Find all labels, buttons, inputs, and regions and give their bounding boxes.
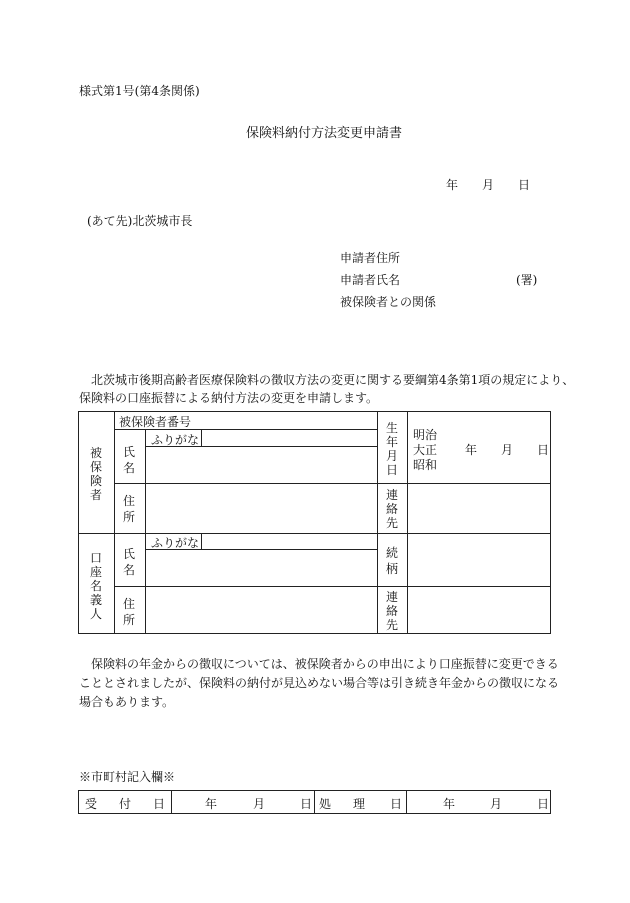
relationship-label: 続柄 <box>385 546 398 576</box>
notice-line-1: 保険料の年金からの徴収については、被保険者からの申出により口座振替に変更できる <box>91 657 559 671</box>
insured-address-label: 住所 <box>122 494 135 524</box>
account-header: 口座名義人 <box>89 551 102 621</box>
notice-line-3: 場合もあります。 <box>79 695 175 709</box>
processed-year: 年 <box>443 797 456 811</box>
insured-number-label: 被保険者番号 <box>119 415 192 429</box>
document-title: 保険料納付方法変更申請書 <box>246 126 403 141</box>
processed-label-2: 理 <box>353 797 366 811</box>
received-day: 日 <box>300 797 313 811</box>
processed-label-3: 日 <box>390 797 403 811</box>
birthdate-label: 生年月日 <box>385 421 398 477</box>
account-name-label: 氏名 <box>122 547 135 577</box>
era-taisho: 大正 <box>413 443 438 457</box>
furigana-label-insured: ふりがな <box>151 433 200 447</box>
processed-label-1: 処 <box>319 797 332 811</box>
form-number: 様式第1号(第4条関係) <box>79 84 200 98</box>
intro-line-2: 保険料の口座振替による納付方法の変更を申請します。 <box>79 391 379 405</box>
received-label-2: 付 <box>119 797 132 811</box>
date-month: 月 <box>482 178 495 192</box>
relation-label: 被保険者との関係 <box>340 295 437 309</box>
era-meiji: 明治 <box>413 428 438 442</box>
applicant-address-label: 申請者住所 <box>340 251 401 265</box>
processed-month: 月 <box>490 797 503 811</box>
seal-label: (署) <box>516 273 538 287</box>
birth-year: 年 <box>465 443 478 457</box>
insured-name-label: 氏名 <box>122 445 135 475</box>
date-year: 年 <box>446 178 459 192</box>
era-showa: 昭和 <box>413 458 438 472</box>
addressee: (あて先)北茨城市長 <box>87 214 193 228</box>
intro-line-1: 北茨城市後期高齢者医療保険料の徴収方法の変更に関する要綱第4条第1項の規定により、 <box>91 373 575 387</box>
applicant-name-label: 申請者氏名 <box>340 273 401 287</box>
account-contact-label: 連絡先 <box>385 590 398 632</box>
received-label-1: 受 <box>85 797 98 811</box>
birth-day: 日 <box>537 443 550 457</box>
account-address-label: 住所 <box>122 597 135 627</box>
notice-line-2: こととされましたが、保険料の納付が見込めない場合等は引き続き年金からの徴収になる <box>79 676 560 690</box>
furigana-label-account: ふりがな <box>151 536 200 550</box>
received-year: 年 <box>205 797 218 811</box>
received-month: 月 <box>253 797 266 811</box>
insured-header: 被保険者 <box>89 446 102 502</box>
insured-contact-label: 連絡先 <box>385 488 398 530</box>
office-section-label: ※市町村記入欄※ <box>79 770 176 784</box>
date-day: 日 <box>518 178 531 192</box>
birth-month: 月 <box>501 443 514 457</box>
received-label-3: 日 <box>153 797 166 811</box>
processed-day: 日 <box>537 797 550 811</box>
